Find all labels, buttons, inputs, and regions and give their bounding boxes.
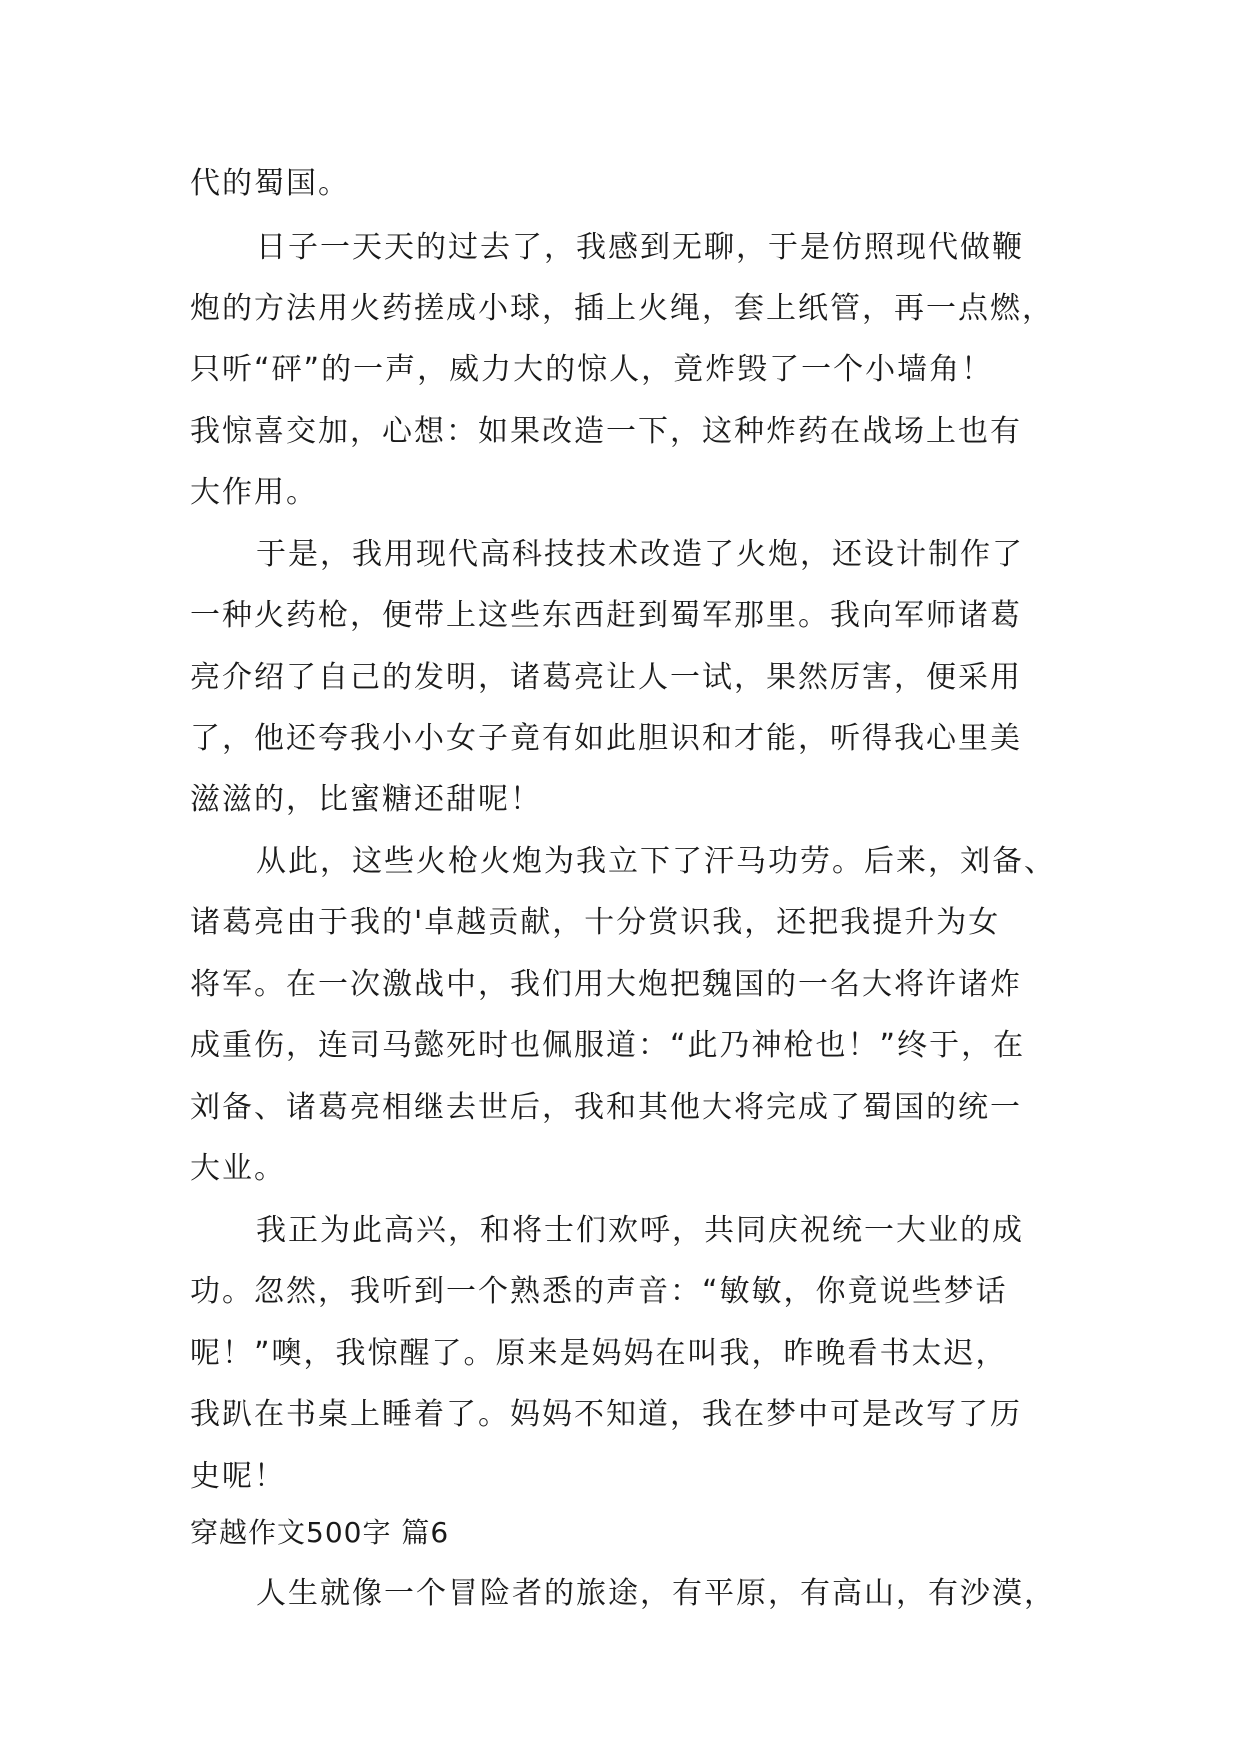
paragraph-start-line: 于是，我用现代高科技技术改造了火炮，还设计制作了 — [256, 537, 1024, 572]
text-line: 史呢！ — [190, 1459, 286, 1494]
text-line: 刘备、诸葛亮相继去世后，我和其他大将完成了蜀国的统一 — [190, 1090, 1022, 1125]
text-line: 滋滋的，比蜜糖还甜呢！ — [190, 782, 542, 817]
text-line: 大作用。 — [190, 475, 318, 510]
paragraph-start-line: 日子一天天的过去了，我感到无聊，于是仿照现代做鞭 — [256, 230, 1024, 265]
section-heading: 穿越作文500字 篇6 — [190, 1516, 450, 1549]
paragraph-start-line: 我正为此高兴，和将士们欢呼，共同庆祝统一大业的成 — [256, 1213, 1024, 1248]
paragraph-start-line: 从此，这些火枪火炮为我立下了汗马功劳。后来，刘备、 — [256, 844, 1056, 879]
text-line: 诸葛亮由于我的'卓越贡献，十分赏识我，还把我提升为女 — [190, 905, 1001, 940]
text-line: 呢！”噢，我惊醒了。原来是妈妈在叫我，昨晚看书太迟， — [190, 1336, 1008, 1371]
text-line: 代的蜀国。 — [190, 166, 350, 201]
text-line: 大业。 — [190, 1151, 286, 1186]
text-line: 炮的方法用火药搓成小球，插上火绳，套上纸管，再一点燃， — [190, 291, 1054, 326]
text-line: 我惊喜交加，心想：如果改造一下，这种炸药在战场上也有 — [190, 414, 1022, 449]
text-line: 我趴在书桌上睡着了。妈妈不知道，我在梦中可是改写了历 — [190, 1397, 1022, 1432]
text-line: 亮介绍了自己的发明，诸葛亮让人一试，果然厉害，便采用 — [190, 660, 1022, 695]
text-line: 功。忽然，我听到一个熟悉的声音：“敏敏，你竟说些梦话 — [190, 1274, 1008, 1309]
text-line: 将军。在一次激战中，我们用大炮把魏国的一名大将许诸炸 — [190, 967, 1022, 1002]
text-line: 了，他还夸我小小女子竟有如此胆识和才能，听得我心里美 — [190, 721, 1022, 756]
text-line: 成重伤，连司马懿死时也佩服道：“此乃神枪也！”终于，在 — [190, 1028, 1026, 1063]
text-line: 一种火药枪，便带上这些东西赶到蜀军那里。我向军师诸葛 — [190, 598, 1022, 633]
paragraph-start-line: 人生就像一个冒险者的旅途，有平原，有高山，有沙漠， — [256, 1576, 1056, 1611]
text-line: 只听“砰”的一声，威力大的惊人，竟炸毁了一个小墙角！ — [190, 352, 994, 387]
